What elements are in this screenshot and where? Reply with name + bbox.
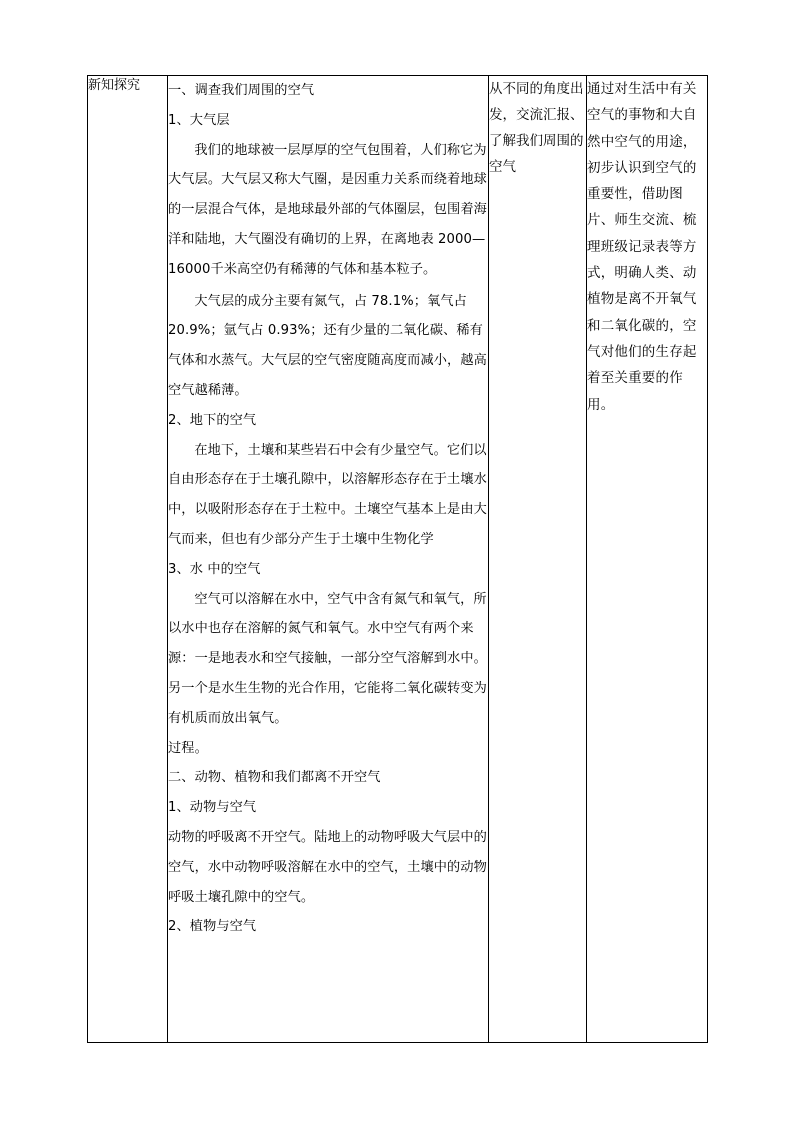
subheading-animals-air: 1、动物与空气 xyxy=(168,800,257,816)
subheading-plants-air: 2、植物与空气 xyxy=(168,919,257,935)
line-process: 过程。 xyxy=(168,740,208,756)
paragraph-atmosphere-composition: 大气层的成分主要有氮气，占 78.1%；氧气占20.9%；氩气占 0.93%；还有少量的二氧化碳、稀有气体和水蒸气。大气层的空气密度随高度而减小，越高空气越稀薄。 xyxy=(168,293,487,398)
paragraph-underground-air: 在地下，土壤和某些岩石中会有少量空气。它们以自由形态存在于土壤孔隙中，以溶解形态存在于土壤水中，以吸附形态存在于土粒中。土壤空气基本上是由大气而来，但也有少部分产生于土壤中生物化学 xyxy=(168,442,487,547)
paragraph-water-air: 空气可以溶解在水中，空气中含有氮气和氧气，所以水中也存在溶解的氮气和氧气。水中空气有两个来源：一是地表水和空气接触，一部分空气溶解到水中。另一个是水生生物的光合作用，它能将二氧化碳转变为有机质而放出氧气。 xyxy=(168,591,487,726)
subheading-atmosphere: 1、大气层 xyxy=(168,112,230,128)
paragraph-atmosphere: 我们的地球被一层厚厚的空气包围着，人们称它为大气层。大气层又称大气圈，是因重力关系而绕着地球的一层混合气体，是地球最外部的气体圈层，包围着海洋和陆地，大气圈没有确切的上界，在离地表 2000—16000千米高空仍有稀薄的气体和基本粒子。 xyxy=(168,142,487,277)
subheading-water-air: 3、水 中的空气 xyxy=(168,561,261,577)
table-row xyxy=(88,76,708,1043)
subheading-underground-air: 2、地下的空气 xyxy=(168,412,257,428)
design-intent-text: 通过对生活中有关空气的事物和大自然中空气的用途，初步认识到空气的重要性，借助图片、师生交流、梳理班级记录表等方式，明确人类、动植物是离不开氧气和二氧化碳的，空气对他们的生存起着至关重要的作用。 xyxy=(587,81,697,413)
student-activity-cell xyxy=(489,76,587,1043)
design-intent-cell xyxy=(587,76,708,1043)
lesson-plan-table xyxy=(87,75,708,1043)
section-label-cell xyxy=(88,76,168,1043)
heading-need-air: 二、动物、植物和我们都离不开空气 xyxy=(168,770,381,786)
content-cell xyxy=(168,76,489,1043)
student-activity-text: 从不同的角度出发，交流汇报、了解我们周围的空气 xyxy=(489,81,584,175)
heading-survey-air: 一、调查我们周围的空气 xyxy=(168,83,315,98)
section-label: 新知探究 xyxy=(88,78,141,93)
paragraph-animals-air: 动物的呼吸离不开空气。陆地上的动物呼吸大气层中的空气，水中动物呼吸溶解在水中的空气，土壤中的动物呼吸土壤孔隙中的空气。 xyxy=(168,829,487,905)
